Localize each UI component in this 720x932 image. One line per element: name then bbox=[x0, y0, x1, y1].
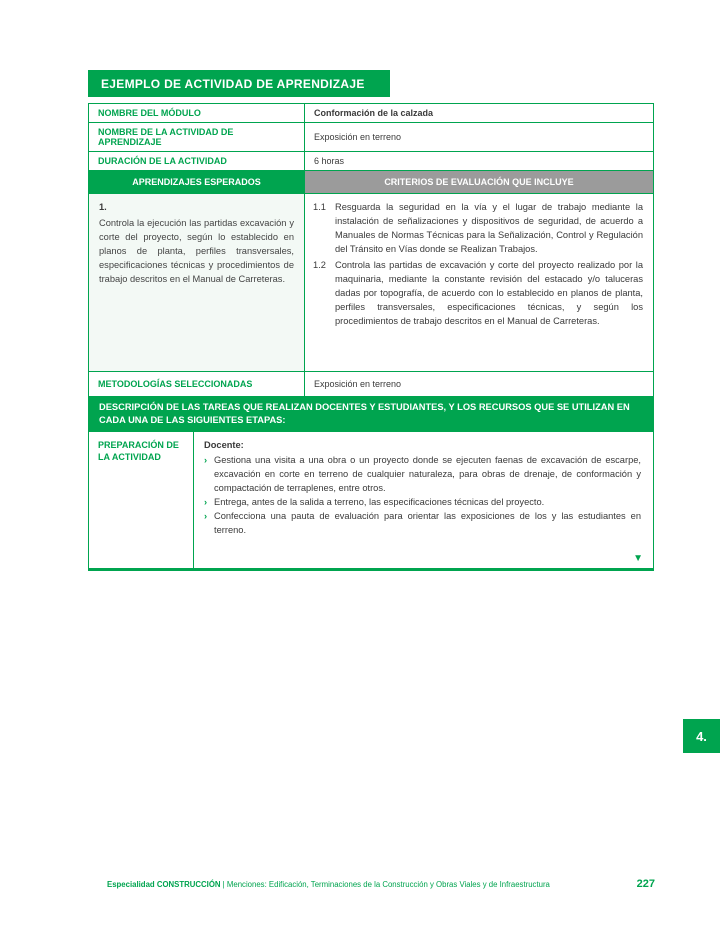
footer-mentions: | Menciones: Edificación, Terminaciones de la Construcción y Obras Viales y de Infraestructura bbox=[220, 880, 550, 889]
section-title: EJEMPLO DE ACTIVIDAD DE APRENDIZAJE bbox=[101, 76, 365, 91]
chevron-bullet-icon: › bbox=[204, 454, 208, 465]
duration-value: 6 horas bbox=[314, 156, 345, 166]
footer-specialty: Especialidad CONSTRUCCIÓN bbox=[107, 880, 221, 889]
tasks-description-banner: DESCRIPCIÓN DE LAS TAREAS QUE REALIZAN DOCENTES Y ESTUDIANTES, Y LOS RECURSOS QUE SE UTILIZAN EN CADA UNA DE LAS SIGUIENTES ETAPAS: bbox=[89, 397, 653, 432]
learning-number: 1. bbox=[99, 202, 107, 212]
criterion-item bbox=[313, 201, 643, 257]
preparation-content bbox=[194, 432, 653, 568]
activity-name-row bbox=[89, 123, 653, 152]
criterion-number: 1.1 bbox=[313, 202, 326, 212]
chevron-bullet-icon: › bbox=[204, 496, 208, 507]
criteria-cell bbox=[305, 194, 653, 371]
role-label: Docente: bbox=[204, 440, 244, 451]
continuation-arrow-icon: ▼ bbox=[633, 553, 643, 565]
criterion-item bbox=[313, 259, 643, 329]
footer-text bbox=[88, 880, 550, 889]
duration-row bbox=[89, 152, 653, 171]
list-item bbox=[204, 454, 641, 496]
criterion-text: Resguarda la seguridad en la vía y el lugar de trabajo mediante la instalación de señalizaciones y dispositivos de seguridad, de acuerdo a Manuales de Normas Técnicas para la Señalización, Control y Regulación del Tránsito en Vías donde se Realizan Trabajos. bbox=[335, 202, 643, 254]
module-name-row bbox=[89, 104, 653, 123]
methodologies-label: METODOLOGÍAS SELECCIONADAS bbox=[89, 372, 305, 396]
expected-learning-header: APRENDIZAJES ESPERADOS bbox=[89, 171, 305, 193]
criterion-number: 1.2 bbox=[313, 259, 326, 270]
methodologies-row bbox=[89, 372, 653, 397]
duration-label: DURACIÓN DE LA ACTIVIDAD bbox=[89, 152, 305, 170]
bullet-text: Gestiona una visita a una obra o un proyecto donde se ejecuten faenas de excavación de escarpe, excavación en corte en terreno de cualquier naturaleza, para obras de drenaje, de conformación y compactación de terraplenes, entre otros. bbox=[214, 454, 641, 493]
preparation-label: PREPARACIÓN DE LA ACTIVIDAD bbox=[89, 432, 194, 568]
module-name-label: NOMBRE DEL MÓDULO bbox=[89, 104, 305, 122]
learning-criteria-row bbox=[89, 194, 653, 372]
expected-learning-cell bbox=[89, 194, 305, 371]
page-footer bbox=[88, 878, 655, 890]
activity-name-label: NOMBRE DE LA ACTIVIDAD DE APRENDIZAJE bbox=[89, 123, 305, 151]
page-number: 227 bbox=[636, 878, 655, 890]
criterion-text: Controla las partidas de excavación y corte del proyecto realizado por la maquinaria, mediante la constante revisión del estacado y/o taluceras dadas por topografía, de acuerdo con lo establecido en planos de planta, perfiles transversales, especificaciones técnicas, y según los procedimientos de trabajo descritos en el Manual de Carreteras. bbox=[335, 259, 643, 326]
column-header-row bbox=[89, 171, 653, 194]
bullet-text: Entrega, antes de la salida a terreno, las especificaciones técnicas del proyecto. bbox=[214, 496, 545, 507]
methodologies-value: Exposición en terreno bbox=[314, 379, 402, 389]
learning-text: Controla la ejecución las partidas excavación y corte del proyecto, según lo establecido en planos de planta, perfiles transversales, especificaciones técnicas y procedimientos de trabajo descritos en el Manual de Carreteras. bbox=[99, 217, 294, 284]
bullet-text: Confecciona una pauta de evaluación para orientar las exposiciones de los y las estudiantes en terreno. bbox=[214, 510, 641, 535]
chevron-bullet-icon: › bbox=[204, 510, 208, 521]
chapter-tab: 4. bbox=[683, 719, 720, 753]
evaluation-criteria-header: CRITERIOS DE EVALUACIÓN QUE INCLUYE bbox=[305, 171, 653, 193]
module-name-value: Conformación de la calzada bbox=[314, 108, 434, 118]
list-item bbox=[204, 496, 641, 510]
activity-name-value: Exposición en terreno bbox=[314, 132, 402, 142]
list-item bbox=[204, 510, 641, 538]
section-title-banner bbox=[88, 70, 390, 97]
activity-table bbox=[88, 103, 654, 571]
preparation-row bbox=[89, 432, 653, 568]
